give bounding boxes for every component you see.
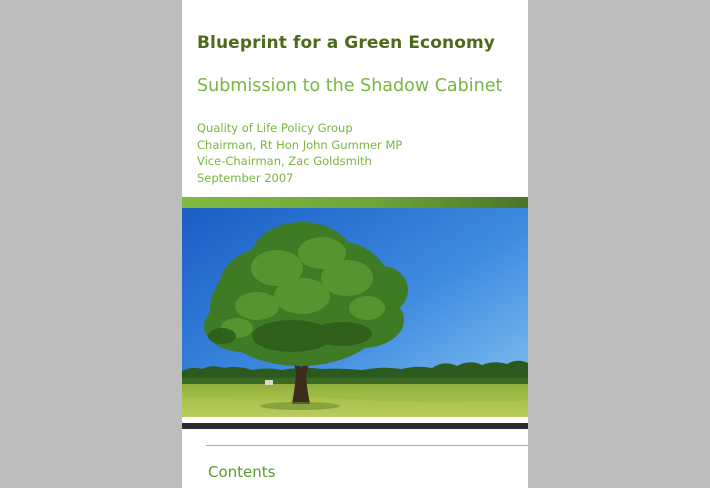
policy-group-line: Quality of Life Policy Group bbox=[197, 121, 353, 135]
document-page bbox=[182, 0, 528, 488]
document-title: Blueprint for a Green Economy bbox=[197, 33, 495, 53]
contents-divider bbox=[206, 445, 528, 446]
document-meta bbox=[197, 120, 402, 186]
contents-heading: Contents bbox=[208, 463, 276, 481]
cover-photo bbox=[182, 208, 528, 417]
chairman-line: Chairman, Rt Hon John Gummer MP bbox=[197, 137, 403, 152]
dark-divider bbox=[182, 423, 528, 429]
green-band bbox=[182, 197, 528, 208]
date-line: September 2007 bbox=[197, 170, 294, 185]
document-subtitle: Submission to the Shadow Cabinet bbox=[197, 76, 503, 96]
vice-chairman-line: Vice-Chairman, Zac Goldsmith bbox=[197, 154, 372, 168]
